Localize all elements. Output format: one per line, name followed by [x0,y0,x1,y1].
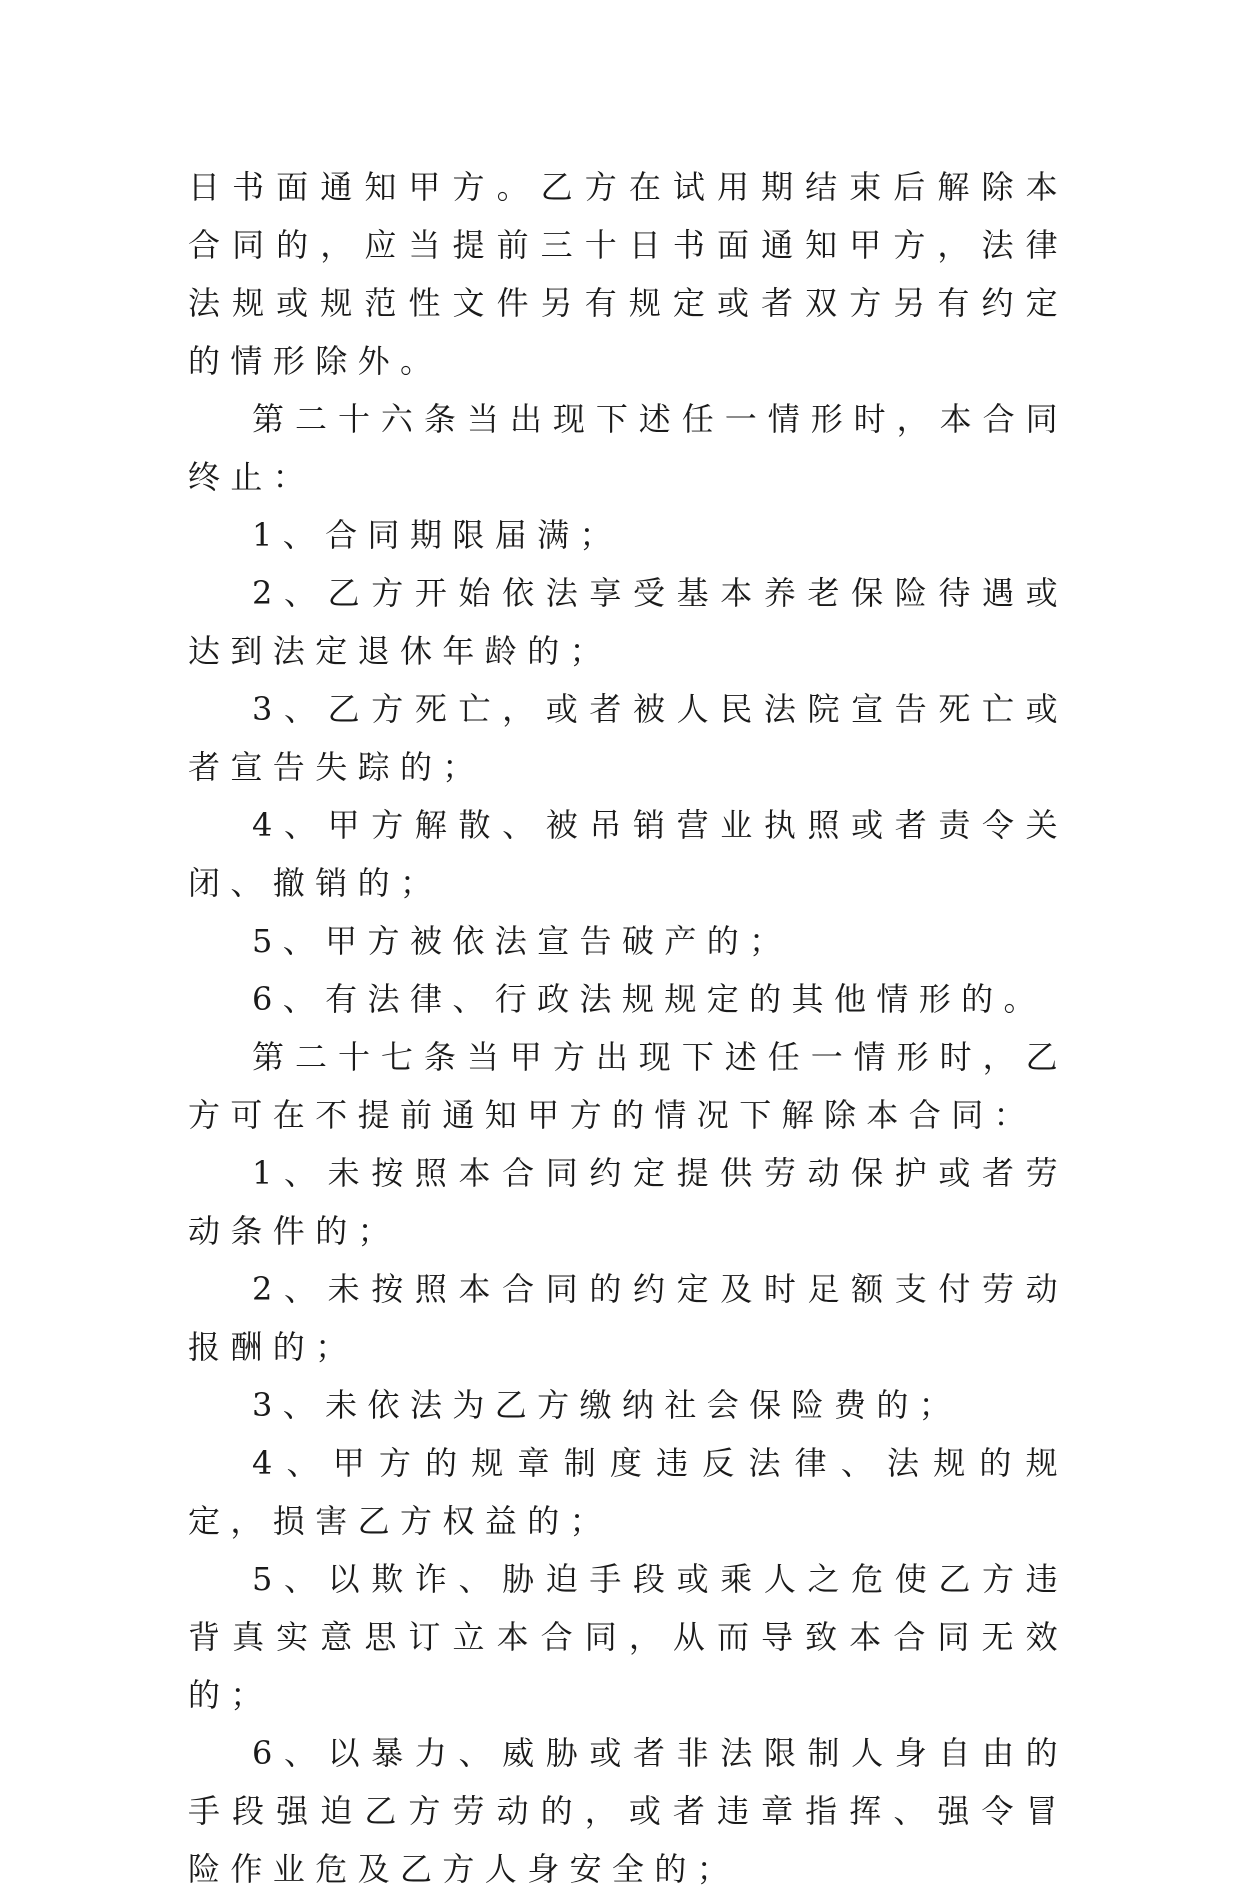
article-27-item-4: 4、甲方的规章制度违反法律、法规的规定，损害乙方权益的； [188,1444,1068,1540]
article-26-item-6: 6、有法律、行政法规规定的其他情形的。 [252,980,1046,1018]
article-27-item-1: 1、未按照本合同约定提供劳动保护或者劳动条件的； [188,1154,1068,1250]
article-27-item-5: 5、以欺诈、胁迫手段或乘人之危使乙方违背真实意思订立本合同，从而导致本合同无效的； [188,1560,1068,1714]
article-27-item-2: 2、未按照本合同的约定及时足额支付劳动报酬的； [188,1270,1068,1366]
article-27-item-3: 3、未依法为乙方缴纳社会保险费的； [252,1386,962,1424]
article-27-heading: 第二十七条当甲方出现下述任一情形时，乙方可在不提前通知甲方的情况下解除本合同： [188,1038,1068,1134]
article-26-item-2: 2、乙方开始依法享受基本养老保险待遇或达到法定退休年龄的； [188,574,1068,670]
article-27-item-6: 6、以暴力、威胁或者非法限制人身自由的手段强迫乙方劳动的，或者违章指挥、强令冒险作业危及乙方人身安全的； [188,1734,1068,1888]
article-26-heading: 第二十六条当出现下述任一情形时，本合同终止： [188,400,1068,496]
article-26-item-4: 4、甲方解散、被吊销营业执照或者责令关闭、撤销的； [188,806,1068,902]
document-body [188,158,1068,1898]
paragraph-continuation: 日书面通知甲方。乙方在试用期结束后解除本合同的，应当提前三十日书面通知甲方，法律法规或规范性文件另有规定或者双方另有约定的情形除外。 [188,168,1068,380]
article-26-item-5: 5、甲方被依法宣告破产的； [252,922,792,960]
article-26-item-1: 1、合同期限届满； [252,516,622,554]
article-26-item-3: 3、乙方死亡，或者被人民法院宣告死亡或者宣告失踪的； [188,690,1068,786]
